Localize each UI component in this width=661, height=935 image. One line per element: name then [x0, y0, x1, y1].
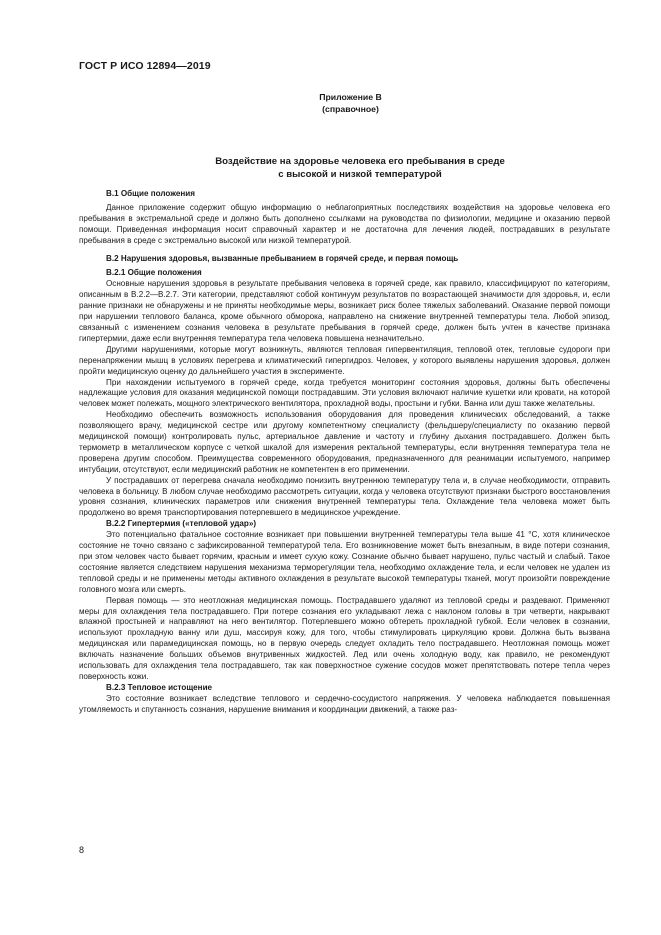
annex-title-line-1: Воздействие на здоровье человека его пребывания в среде — [215, 156, 505, 167]
subsection-heading-b2-2: В.2.2 Гипертермия («тепловой удар») — [106, 519, 257, 529]
annex-title — [60, 155, 660, 181]
paragraph: У пострадавших от перегрева сначала необходимо понизить внутреннюю температуру тела и, в случае необходимости, отправить человека в больницу. В любом случае необходимо рассмотреть ситуации, когда у человека отсутствуют признаки быстрого восстановления уровня сознания, клинических параметров или снижения внутренней температуры тела. Охлаждение тела человека может быть продолжено во время транспортирования потерпевшего в медицинское учреждение. — [79, 475, 610, 518]
paragraph: При нахождении испытуемого в горячей среде, когда требуется мониторинг состояния здоровья, должны быть обеспечены надлежащие условия для оказания медицинской помощи пострадавшим. Эти условия включают наличие кушетки или кровати, на которой человек может полежать, мощного электрического вентилятора, прохладной воды, простыни и губки. Ванна или душ также желательны. — [79, 377, 610, 409]
document-body — [79, 189, 610, 716]
document-header: ГОСТ Р ИСО 12894—2019 — [79, 60, 211, 72]
paragraph: Это потенциально фатальное состояние возникает при повышении внутренней температуры тела выше 41 °С, хотя клиническое состояние не точно связано с зафиксированной температурой тела. Его возникновение может быть внезапным, в виде потери сознания, при этом человек часто бывает горячим, красным и имеет сухую кожу. Сознание обычно бывает нарушено, пульс частый и слабый. Такое состояние является следствием нарушения механизма терморегуляции тела, необходимо охлаждение тела, и если человек не удален из тепловой среды и не применены методы активного охлаждения в результате высокой температуры тканей, могут произойти повреждение головного мозга или смерть. — [79, 530, 610, 594]
paragraph: Основные нарушения здоровья в результате пребывания человека в горячей среде, как правило, классифицируют по категориям, описанным в В.2.2—В.2.7. Эти категории, представляют собой континуум результатов по возрастающей значимости для здоровья, и, если ранние признаки не обнаружены и не приняты необходимые меры, возникает риск более тяжелых заболеваний. Оказание первой помощи при нарушении теплового баланса, кроме обычного обморока, направлено на снижение внутренней температуры тела. Любой эпизод, связанный с изменением сознания человека в результате пребывания в горячей среде, должен быть учтен в качестве признака гипертермии, даже если внутренняя температура тела человека повышена незначительно. — [79, 279, 610, 343]
paragraph: Данное приложение содержит общую информацию о неблагоприятных последствиях воздействия на здоровье человека его пребывания в экстремальной среде и должно быть дополнено ссылками на руководства по физиологии, медицине и оказанию первой помощи. Приведенная информация носит справочный характер и не достаточна для лечения людей, пострадавших в результате пребывания в среде с экстремально высокой или низкой температурой. — [79, 202, 610, 245]
paragraph: Необходимо обеспечить возможность использования оборудования для проведения клинических обследований, а также позволяющего врачу, медицинской сестре или другому компетентному специалисту (фельдшеру/специалисту по оказанию первой медицинской помощи) контролировать пульс, артериальное давление и частоту и глубину дыхания пострадавшего. Должен быть термометр в металлическом корпусе с четкой шкалой для измерения ректальной температуры, если внутренняя температура тела не проверена другим способом. Преимущества современного оборудования, предназначенного для реанимации испытуемого, например интубации, отсутствуют, если медицинский работник не компетентен в его применении. — [79, 410, 610, 474]
annex-label: Приложение В — [319, 92, 382, 102]
annex-heading — [0, 91, 661, 115]
paragraph: Первая помощь — это неотложная медицинская помощь. Пострадавшего удаляют из тепловой среды и раздевают. Применяют меры для охлаждения тела пострадавшего. При потере сознания его укладывают лежа с наклоном головы в три четверти, накрывают влажной простыней и направляют на него вентилятор. Потерлевшего можно обтереть прохладной губкой. Если человек в сознании, используют прохладную ванну или душ, массируя кожу, для того, чтобы стимулировать циркуляцию крови. Должна быть вызвана медицинская или парамедицинская помощь, но в первую очередь следует охладить тело пострадавшего. Неотложная помощь может включать назначение больших объемов внутривенных жидкостей. Лед или очень холодную воду, как правило, не рекомендуют использовать для охлаждения тела пострадавшего, так как поверхностное сужение сосудов может препятствовать потере тепла через поверхность кожи. — [79, 595, 610, 681]
section-heading-b1: В.1 Общие положения — [106, 189, 195, 198]
subsection-heading-b2-3: В.2.3 Тепловое истощение — [106, 682, 213, 692]
paragraph: Другими нарушениями, которые могут возникнуть, являются тепловая гипервентиляция, тепловой отек, тепловые судороги при перенапряжении мышц в условиях перегрева и климатический гипергидроз. Человек, у которого выявлены нарушения здоровья, должен пройти медицинскую оценку до дальнейшего участия в эксперименте. — [79, 344, 610, 376]
paragraph: Это состояние возникает вследствие теплового и сердечно-сосудистого напряжения. У человека наблюдается повышенная утомляемость и спутанность сознания, нарушение внимания и координации движений, а также раз- — [79, 693, 610, 714]
annex-kind: (справочное) — [322, 104, 379, 114]
section-heading-b2: В.2 Нарушения здоровья, вызванные пребыванием в горячей среде, и первая помощь — [106, 253, 459, 263]
page-number: 8 — [79, 845, 85, 855]
subsection-heading-b2-1: В.2.1 Общие положения — [106, 268, 202, 278]
annex-title-line-2: с высокой и низкой температурой — [278, 169, 442, 180]
